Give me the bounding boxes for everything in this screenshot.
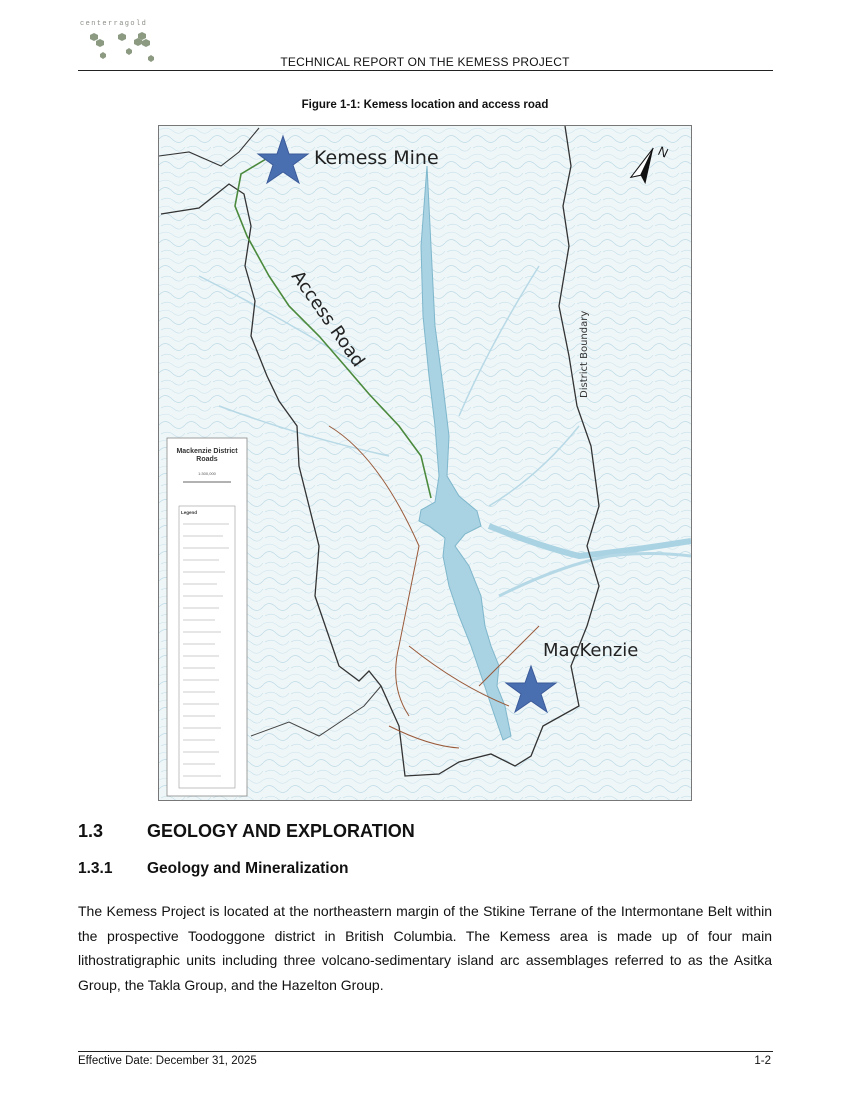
map-svg xyxy=(159,126,691,800)
north-label: N xyxy=(655,143,671,161)
access-road-label: Access Road xyxy=(286,266,369,372)
figure-caption: Figure 1-1: Kemess location and access road xyxy=(301,99,549,111)
location-map xyxy=(158,125,692,801)
map-legend xyxy=(167,438,247,796)
district-boundary-label: District Boundary xyxy=(579,310,590,398)
section-number: 1.3 xyxy=(78,821,104,841)
footer-divider xyxy=(78,1051,773,1052)
report-header-title: TECHNICAL REPORT ON THE KEMESS PROJECT xyxy=(280,55,570,69)
legend-scale-text: 1:300,000 xyxy=(198,471,216,476)
logo-wordmark: centerragold xyxy=(80,20,148,28)
legend-heading: Legend xyxy=(181,510,198,515)
legend-title-line1: Mackenzie District xyxy=(176,448,238,455)
body-paragraph: The Kemess Project is located at the northeastern margin of the Stikine Terrane of the Intermontane Belt within the prospective Toodoggone district in British Columbia. The Kemess area is made up of four main lithostratigraphic units including three volcano-sedimentary island arc assemblages referred to as the Asitka Group, the Takla Group, and the Hazelton Group. xyxy=(78,903,772,993)
mackenzie-label: MacKenzie xyxy=(543,640,639,661)
effective-date: Effective Date: December 31, 2025 xyxy=(78,1055,257,1067)
subsection-number: 1.3.1 xyxy=(78,860,113,877)
subsection-title: Geology and Mineralization xyxy=(147,860,349,877)
header-divider xyxy=(78,70,773,71)
kemess-mine-label: Kemess Mine xyxy=(314,147,439,169)
legend-title-line2: Roads xyxy=(196,456,218,463)
section-title: GEOLOGY AND EXPLORATION xyxy=(147,821,415,841)
section-heading xyxy=(78,821,415,842)
subsection-heading xyxy=(78,860,349,878)
page-number: 1-2 xyxy=(754,1055,771,1067)
